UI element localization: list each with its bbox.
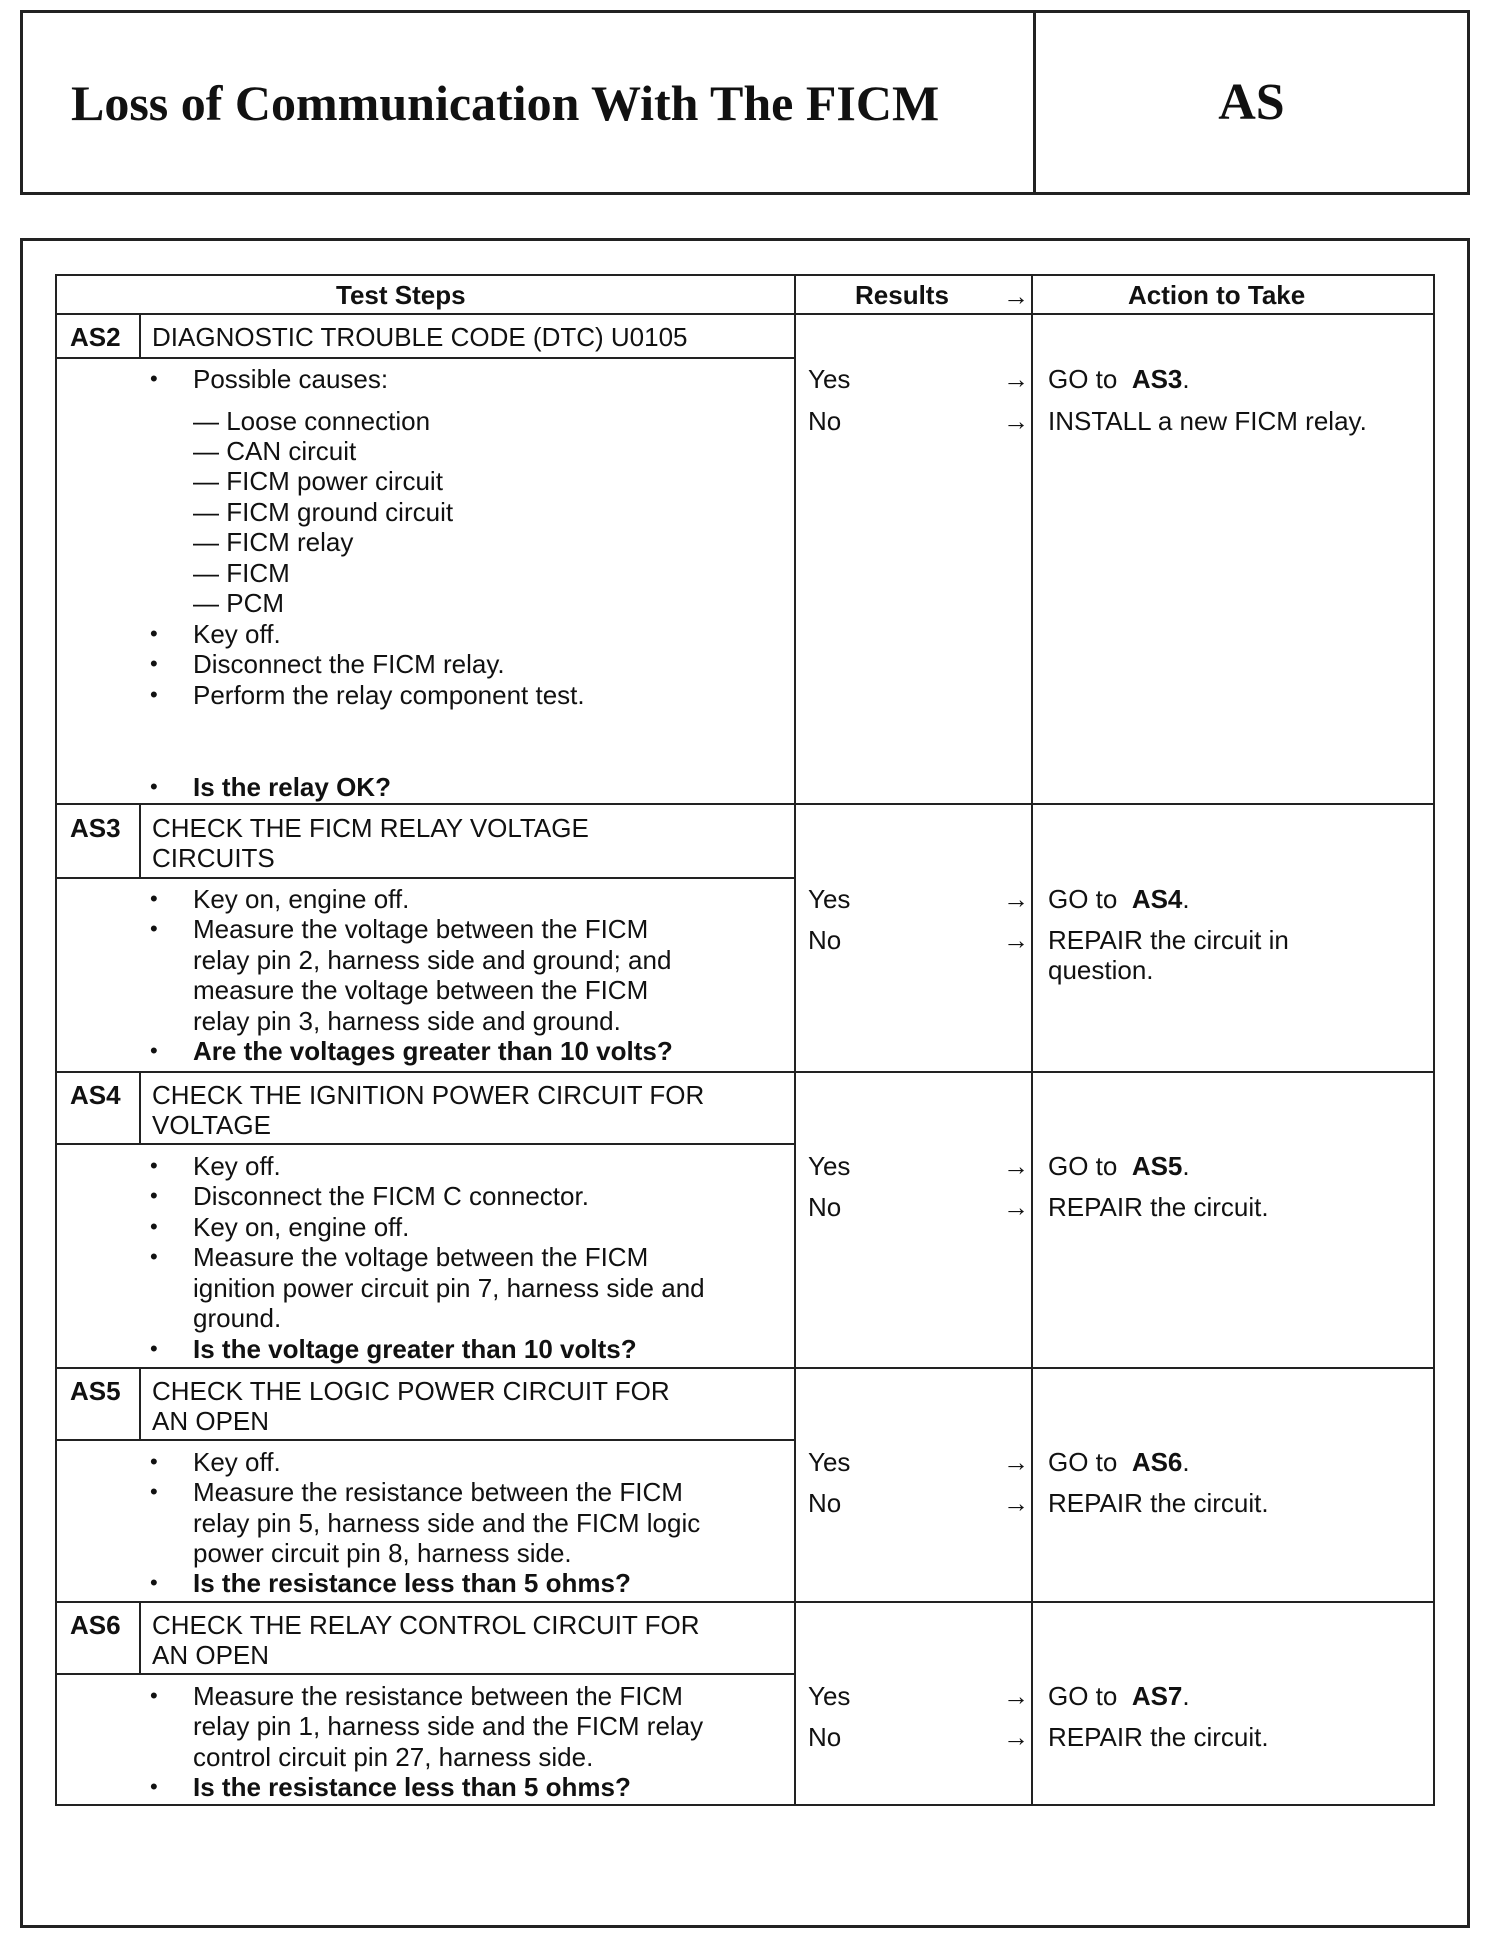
title-divider xyxy=(55,1673,796,1675)
col-header-results: Results xyxy=(855,280,949,310)
bullet-icon: • xyxy=(150,1479,158,1504)
result-no: No xyxy=(808,1488,842,1518)
result-yes: Yes xyxy=(808,364,851,394)
question: Is the resistance less than 5 ohms? xyxy=(193,1772,631,1802)
result-yes: Yes xyxy=(808,1151,851,1181)
instruction: relay pin 1, harness side and the FICM relay xyxy=(193,1711,704,1741)
step-title: CHECK THE FICM RELAY VOLTAGE xyxy=(152,813,589,843)
action-yes xyxy=(1048,1151,1190,1181)
action-yes-text: GO to xyxy=(1048,1681,1118,1711)
action-yes-target: AS7 xyxy=(1131,1681,1183,1711)
instruction: relay pin 3, harness side and ground. xyxy=(193,1006,621,1036)
step-id: AS3 xyxy=(70,813,121,843)
id-divider xyxy=(139,1601,141,1675)
bullet-icon: • xyxy=(150,1214,158,1239)
action-no: REPAIR the circuit in xyxy=(1048,925,1289,955)
instruction: Measure the resistance between the FICM xyxy=(193,1477,683,1507)
action-no: REPAIR the circuit. xyxy=(1048,1722,1269,1752)
cause-item: — Loose connection xyxy=(193,406,431,436)
action-yes xyxy=(1048,1681,1190,1711)
bullet-icon: • xyxy=(150,1570,158,1595)
arrow-icon: → xyxy=(1003,406,1029,436)
arrow-icon: → xyxy=(1003,1192,1029,1222)
action-yes-text: GO to xyxy=(1048,884,1118,914)
instruction: Disconnect the FICM C connector. xyxy=(193,1181,589,1211)
id-divider xyxy=(139,1071,141,1145)
question: Is the voltage greater than 10 volts? xyxy=(193,1334,637,1364)
title-divider xyxy=(55,357,796,359)
action-yes xyxy=(1048,1447,1190,1477)
instruction: Measure the voltage between the FICM xyxy=(193,1242,649,1272)
action-yes xyxy=(1048,364,1190,394)
question: Is the resistance less than 5 ohms? xyxy=(193,1568,631,1598)
action-no: question. xyxy=(1048,955,1154,985)
step-title: CHECK THE LOGIC POWER CIRCUIT FOR xyxy=(152,1376,670,1406)
instruction: Disconnect the FICM relay. xyxy=(193,649,505,679)
bullet-icon: • xyxy=(150,1449,158,1474)
title-divider xyxy=(55,1439,796,1441)
row-divider xyxy=(55,1601,1435,1603)
arrow-icon: → xyxy=(1003,1151,1029,1181)
step-id: AS4 xyxy=(70,1080,121,1110)
action-no: INSTALL a new FICM relay. xyxy=(1048,406,1367,436)
result-no: No xyxy=(808,925,842,955)
question: Are the voltages greater than 10 volts? xyxy=(193,1036,673,1066)
step-id: AS5 xyxy=(70,1376,121,1406)
action-yes xyxy=(1048,884,1190,914)
bullet-icon: • xyxy=(150,886,158,911)
instruction: Key on, engine off. xyxy=(193,884,410,914)
bullet-icon: • xyxy=(150,621,158,646)
row-divider xyxy=(55,1367,1435,1369)
bullet-icon: • xyxy=(150,366,158,391)
cause-item: — FICM ground circuit xyxy=(193,497,454,527)
action-yes-text: GO to xyxy=(1048,364,1118,394)
arrow-icon: → xyxy=(1003,1447,1029,1477)
instruction: measure the voltage between the FICM xyxy=(193,975,649,1005)
action-yes-text: GO to xyxy=(1048,1447,1118,1477)
bullet-icon: • xyxy=(150,1244,158,1269)
instruction: Key on, engine off. xyxy=(193,1212,410,1242)
arrow-icon: → xyxy=(1003,1681,1029,1711)
col-header-test-steps: Test Steps xyxy=(336,280,466,310)
action-yes-target: AS4 xyxy=(1131,884,1183,914)
action-yes-end: . xyxy=(1182,1151,1190,1181)
result-yes: Yes xyxy=(808,1681,851,1711)
id-divider xyxy=(139,803,141,879)
cause-item: — FICM xyxy=(193,558,290,588)
arrow-icon: → xyxy=(1003,925,1029,955)
bullet-icon: • xyxy=(150,1183,158,1208)
result-no: No xyxy=(808,1722,842,1752)
bullet-icon: • xyxy=(150,1038,158,1063)
bullet-icon: • xyxy=(150,774,158,799)
instruction: Key off. xyxy=(193,1151,281,1181)
action-no: REPAIR the circuit. xyxy=(1048,1488,1269,1518)
action-no: REPAIR the circuit. xyxy=(1048,1192,1269,1222)
cause-item: — FICM relay xyxy=(193,527,354,557)
id-divider xyxy=(139,1367,141,1441)
action-yes-target: AS3 xyxy=(1131,364,1183,394)
header-row-divider xyxy=(55,313,1435,315)
question: Is the relay OK? xyxy=(193,772,391,802)
action-yes-end: . xyxy=(1182,884,1190,914)
result-yes: Yes xyxy=(808,884,851,914)
col-divider-action xyxy=(1031,274,1033,1806)
step-title: VOLTAGE xyxy=(152,1110,271,1140)
id-divider xyxy=(139,313,141,359)
step-title: CHECK THE RELAY CONTROL CIRCUIT FOR xyxy=(152,1610,700,1640)
page-title: Loss of Communication With The FICM xyxy=(23,13,1036,192)
step-title: AN OPEN xyxy=(152,1640,270,1670)
instruction: Key off. xyxy=(193,619,281,649)
title-divider xyxy=(55,1143,796,1145)
instruction: Measure the resistance between the FICM xyxy=(193,1681,683,1711)
instruction: Key off. xyxy=(193,1447,281,1477)
action-yes-end: . xyxy=(1182,1681,1190,1711)
step-title: AN OPEN xyxy=(152,1406,270,1436)
section-code: AS xyxy=(1218,74,1285,131)
instruction: Perform the relay component test. xyxy=(193,680,585,710)
instruction: relay pin 2, harness side and ground; and xyxy=(193,945,672,975)
cause-item: — FICM power circuit xyxy=(193,466,443,496)
instruction: Possible causes: xyxy=(193,364,389,394)
action-yes-text: GO to xyxy=(1048,1151,1118,1181)
result-yes: Yes xyxy=(808,1447,851,1477)
instruction: ignition power circuit pin 7, harness side and xyxy=(193,1273,705,1303)
step-title: CHECK THE IGNITION POWER CIRCUIT FOR xyxy=(152,1080,705,1110)
instruction: control circuit pin 27, harness side. xyxy=(193,1742,594,1772)
bullet-icon: • xyxy=(150,1683,158,1708)
col-divider-results xyxy=(794,274,796,1806)
bullet-icon: • xyxy=(150,682,158,707)
instruction: power circuit pin 8, harness side. xyxy=(193,1538,572,1568)
arrow-icon: → xyxy=(1003,281,1029,311)
action-yes-end: . xyxy=(1182,1447,1190,1477)
step-title: CIRCUITS xyxy=(152,843,275,873)
bullet-icon: • xyxy=(150,916,158,941)
instruction: ground. xyxy=(193,1303,282,1333)
bullet-icon: • xyxy=(150,1153,158,1178)
col-header-action: Action to Take xyxy=(1128,280,1306,310)
instruction: Measure the voltage between the FICM xyxy=(193,914,649,944)
action-yes-target: AS6 xyxy=(1131,1447,1183,1477)
instruction: relay pin 5, harness side and the FICM logic xyxy=(193,1508,701,1538)
cause-item: — PCM xyxy=(193,588,284,618)
bullet-icon: • xyxy=(150,1774,158,1799)
arrow-icon: → xyxy=(1003,1722,1029,1752)
arrow-icon: → xyxy=(1003,884,1029,914)
action-yes-end: . xyxy=(1182,364,1190,394)
title-divider xyxy=(55,877,796,879)
bullet-icon: • xyxy=(150,1336,158,1361)
step-id: AS2 xyxy=(70,322,121,352)
header-box xyxy=(20,10,1470,195)
result-no: No xyxy=(808,1192,842,1222)
action-yes-target: AS5 xyxy=(1131,1151,1183,1181)
result-no: No xyxy=(808,406,842,436)
row-divider xyxy=(55,803,1435,805)
arrow-icon: → xyxy=(1003,364,1029,394)
cause-item: — CAN circuit xyxy=(193,436,357,466)
bullet-icon: • xyxy=(150,651,158,676)
arrow-icon: → xyxy=(1003,1488,1029,1518)
step-title: DIAGNOSTIC TROUBLE CODE (DTC) U0105 xyxy=(152,322,688,352)
row-divider xyxy=(55,1071,1435,1073)
step-id: AS6 xyxy=(70,1610,121,1640)
